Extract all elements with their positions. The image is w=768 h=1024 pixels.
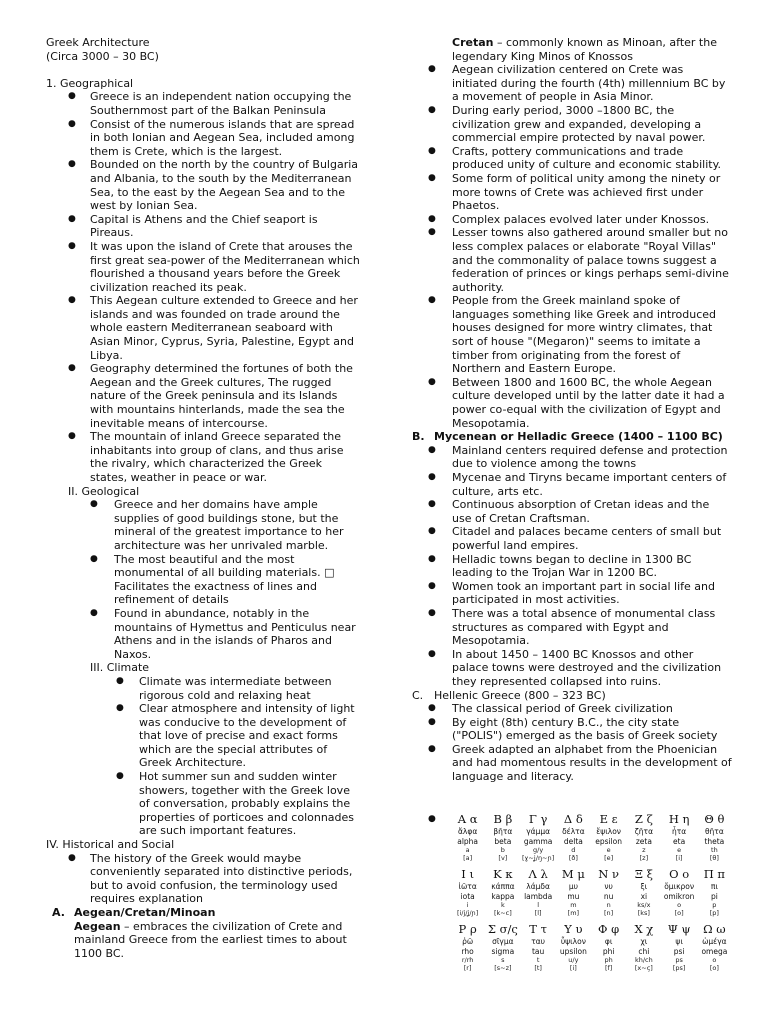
alphabet-letter-pair: Ζ ζ (634, 812, 653, 826)
alphabet-letter-pair: Δ δ (563, 812, 583, 826)
alphabet-latin-name: psi (673, 946, 685, 956)
alphabet-transliteration: i (466, 901, 469, 909)
list-item (412, 63, 732, 104)
section-aegean-heading (46, 906, 362, 920)
list-item (412, 226, 732, 294)
alphabet-pronunciation: [i] (675, 854, 683, 862)
alphabet-transliteration: p (712, 901, 717, 909)
alphabet-transliteration: r/rh (461, 956, 474, 964)
doc-title: Greek Architecture (46, 36, 150, 49)
alphabet-latin-name: lambda (524, 891, 553, 901)
list-item (46, 770, 362, 838)
bullet-icon: ● (428, 376, 436, 387)
bullet-icon: ● (68, 91, 76, 102)
alphabet-pronunciation: [v] (498, 854, 508, 862)
alphabet-greek-name: ἰῶτα (458, 882, 477, 891)
alphabet-latin-name: xi (640, 891, 648, 901)
bullet-icon: ● (428, 472, 436, 482)
list-item (46, 553, 362, 607)
bullet-icon: ● (68, 852, 76, 863)
list-item-text: Greece and her domains have ample supplies of good buildings stone, but the mineral of the greatest importance to her architecture was her unrivaled marble. (114, 498, 344, 552)
cretan-definition (412, 36, 732, 63)
bullet-icon: ● (68, 159, 76, 170)
bullet-icon: ● (428, 172, 436, 183)
bullet-icon: ● (428, 64, 436, 75)
alphabet-pronunciation: [e] (604, 854, 614, 862)
cretan-list (412, 63, 732, 430)
section-title: Hellenic Greece (800 – 323 BC) (434, 688, 606, 702)
list-item (46, 607, 362, 661)
list-item-text: There was a total absence of monumental class structures as compared with Egypt and Mesopotamia. (452, 606, 716, 648)
alphabet-transliteration: n (606, 901, 611, 909)
list-item-text: Clear atmosphere and intensity of light was conducive to the development of that love of precise and exact forms which are the special attributes of Greek Architecture. (139, 702, 355, 770)
alphabet-greek-name: κάππα (491, 882, 515, 891)
geographical-list (46, 90, 362, 484)
list-item-text: Crafts, pottery communications and trade produced unity of culture and economic stability. (452, 144, 722, 172)
alphabet-transliteration: ph (604, 956, 613, 964)
list-item (46, 240, 362, 294)
list-item (412, 294, 732, 376)
climate-list (46, 675, 362, 838)
alphabet-letter-pair: Η η (668, 812, 690, 826)
alphabet-row (450, 867, 732, 918)
list-item-text: The classical period of Greek civilization (452, 702, 673, 716)
definition-text: – embraces the civilization of Crete and mainland Greece from the earliest times to about 1100 BC. (74, 919, 347, 960)
list-item (46, 430, 362, 484)
list-item-text: Geography determined the fortunes of both the Aegean and the Greek cultures, The rugged nature of the Greek peninsula and its Islands with mountains hinterlands, made the sea the inevitable means of intercourse. (90, 362, 353, 430)
alphabet-pronunciation: [ks] (637, 909, 650, 917)
alphabet-latin-name: iota (460, 891, 475, 901)
mycenean-list (412, 444, 732, 689)
alphabet-latin-name-line (450, 892, 732, 902)
alphabet-letter-pair: Α α (457, 812, 478, 826)
section-mycenean-heading (412, 430, 732, 444)
alphabet-greek-name: θῆτα (704, 827, 724, 836)
alphabet-transliteration: th (711, 846, 718, 854)
list-item (412, 648, 732, 689)
list-item-text: Lesser towns also gathered around smaller but no less complex palaces or elaborate "Royal Villas" and the commonality of palace towns suggest a federation of princes or kings perhaps semi-divine authority. (452, 226, 729, 294)
list-item (46, 498, 362, 552)
right-column (412, 36, 732, 784)
alphabet-latin-name: delta (563, 836, 583, 846)
alphabet-transliteration: b (500, 846, 505, 854)
list-item (412, 607, 732, 648)
bullet-icon: ● (116, 703, 124, 714)
list-item (412, 580, 732, 607)
alphabet-greek-name: μυ (568, 882, 578, 891)
alphabet-pronunciation: [ɣ~ʝ/ŋ~ɲ] (522, 854, 555, 862)
list-item (412, 376, 732, 430)
alphabet-latin-name: alpha (457, 836, 479, 846)
alphabet-pronunciation: [ps] (672, 964, 686, 972)
list-item (412, 104, 732, 145)
alphabet-transliteration: z (642, 846, 646, 854)
list-item (412, 702, 732, 716)
section-title: Mycenean or Helladic Greece (1400 – 1100 BC) (434, 430, 723, 444)
alphabet-latin-name: nu (603, 891, 614, 901)
alphabet-transliteration: u/y (568, 956, 579, 964)
list-item-text: Consist of the numerous islands that are spread in both Ionian and Aegean Sea, included among them is Crete, which is the largest. (90, 117, 355, 158)
list-item (412, 553, 732, 580)
bullet-icon: ● (428, 213, 436, 224)
bullet-icon: ● (68, 213, 76, 224)
bullet-icon: ● (428, 607, 436, 618)
alphabet-latin-name: kappa (491, 891, 515, 901)
list-item-text: Helladic towns began to decline in 1300 BC leading to the Trojan War in 1200 BC. (452, 552, 692, 580)
alphabet-letter-pair: Ρ ρ (458, 922, 477, 936)
alphabet-greek-name: ὠμέγα (702, 937, 727, 946)
term: Aegean (74, 919, 121, 933)
alphabet-greek-name: χι (640, 937, 648, 946)
alphabet-letter-pair: Ν ν (598, 867, 619, 881)
list-item-text: This Aegean culture extended to Greece and her islands and was founded on trade around the whole eastern Mediterranean seaboard with Asian Minor, Cyprus, Syria, Palestine, Egypt and Libya. (90, 294, 358, 362)
alphabet-pronunciation: [o] (674, 909, 684, 917)
alphabet-letter-pair: Μ μ (561, 867, 585, 881)
alphabet-pronunciation: [f] (604, 964, 613, 972)
alphabet-letter-pair: Λ λ (528, 867, 548, 881)
alphabet-latin-name: gamma (523, 836, 553, 846)
section-label: B. (412, 430, 425, 444)
alphabet-pronunciation: [o] (709, 964, 719, 972)
alphabet-transliteration-line (450, 846, 732, 854)
bullet-icon: ● (428, 648, 436, 659)
list-item-text: By eight (8th) century B.C., the city state ("POLIS") emerged as the basis of Greek society (452, 715, 718, 743)
bullet-icon: ● (428, 145, 436, 156)
list-item-text: Found in abundance, notably in the mountains of Hymettus and Penticulus near Athens and in the islands of Pharos and Naxos. (114, 606, 356, 661)
doc-period: (Circa 3000 – 30 BC) (46, 49, 159, 63)
section-climate-heading: III. Climate (90, 661, 150, 675)
alphabet-latin-name: omikron (663, 891, 695, 901)
section-geological-heading: II. Geological (68, 484, 140, 498)
alphabet-greek-name: ἦτα (672, 827, 687, 836)
list-item-text: Continuous absorption of Cretan ideas and the use of Cretan Craftsman. (452, 498, 710, 525)
bullet-icon: ● (428, 227, 436, 238)
alphabet-pronunciation: [θ] (709, 854, 719, 862)
alphabet-letter-pair: Ω ω (703, 922, 726, 936)
alphabet-transliteration: o (677, 901, 682, 909)
alphabet-pronunciation: [x~ç] (634, 964, 653, 972)
list-item-text: It was upon the island of Crete that arouses the first great sea-power of the Mediterranean which flourished a thousand years before the Greek civilization reached its peak. (90, 239, 360, 294)
bullet-icon: ● (68, 118, 76, 129)
list-item (46, 675, 362, 702)
alphabet-greek-name: ἄλφα (457, 827, 478, 836)
alphabet-latin-name: eta (673, 836, 686, 846)
bullet-icon: ● (428, 553, 436, 564)
alphabet-pronunciation-line (450, 854, 732, 863)
alphabet-letter-pair: Σ σ/ς (487, 922, 518, 936)
list-item-text: Mycenae and Tiryns became important centers of culture, arts etc. (452, 471, 727, 498)
alphabet-latin-name-line (450, 837, 732, 847)
alphabet-letter-pair: Ξ ξ (634, 867, 653, 881)
alphabet-latin-name: zeta (635, 836, 652, 846)
list-item (46, 90, 362, 117)
alphabet-greek-name-line (450, 937, 732, 947)
list-item (412, 716, 732, 743)
list-item (412, 743, 732, 784)
alphabet-greek-name-line (450, 882, 732, 892)
alphabet-letter-pair: Φ φ (598, 922, 620, 936)
alphabet-transliteration: kh/ch (634, 956, 653, 964)
list-item (412, 172, 732, 213)
alphabet-transliteration: t (536, 956, 540, 964)
alphabet-latin-name: pi (710, 891, 718, 901)
list-item-text: People from the Greek mainland spoke of languages something like Greek and introduced houses designed for more wintry climates, that sort of house "(Megaron)" seems to imitate a timber from originating from the forest of Northern and Eastern Europe. (452, 294, 717, 376)
alphabet-transliteration: g/y (533, 846, 544, 854)
bullet-icon: ● (428, 104, 436, 115)
alphabet-latin-name: epsilon (595, 836, 623, 846)
list-item (46, 852, 362, 906)
alphabet-pronunciation: [n] (604, 909, 614, 917)
alphabet-letter-pair-line (450, 867, 732, 882)
alphabet-letter-pair: Ε ε (599, 812, 618, 826)
list-item (46, 702, 362, 770)
alphabet-transliteration: s (501, 956, 505, 964)
bullet-icon: ● (68, 363, 76, 374)
list-item (412, 525, 732, 552)
alphabet-pronunciation: [ð] (568, 854, 578, 862)
geological-list (46, 498, 362, 661)
alphabet-transliteration: e (677, 846, 682, 854)
alphabet-pronunciation-line (450, 909, 732, 918)
list-item (412, 471, 732, 498)
alphabet-latin-name: theta (704, 836, 725, 846)
alphabet-greek-name: ἔψιλον (596, 827, 621, 836)
bullet-icon: ● (428, 526, 436, 537)
term: Cretan (452, 36, 494, 49)
alphabet-transliteration: d (571, 846, 576, 854)
alphabet-pronunciation: [i] (569, 964, 577, 972)
alphabet-pronunciation: [r] (463, 964, 472, 972)
alphabet-pronunciation: [k~c] (493, 909, 512, 917)
alphabet-transliteration: m (570, 901, 577, 909)
bullet-icon: ● (428, 743, 436, 754)
alphabet-letter-pair: Θ θ (704, 812, 725, 826)
alphabet-latin-name: upsilon (559, 946, 587, 956)
alphabet-transliteration: k (500, 901, 505, 909)
alphabet-letter-pair-line (450, 812, 732, 827)
alphabet-greek-name: ζῆτα (634, 827, 654, 836)
alphabet-transliteration: e (606, 846, 611, 854)
alphabet-transliteration: l (537, 901, 540, 909)
historical-list (46, 852, 362, 906)
alphabet-greek-name: ξι (640, 882, 648, 891)
alphabet-transliteration-line (450, 901, 732, 909)
alphabet-transliteration-line (450, 956, 732, 964)
list-item (46, 158, 362, 212)
list-item-text: During early period, 3000 –1800 BC, the civilization grew and expanded, developing a commercial empire protected by naval power. (452, 103, 706, 145)
bullet-icon: ● (90, 607, 98, 618)
section-hellenic-heading (412, 689, 732, 703)
alphabet-greek-name: λάμδα (526, 882, 550, 891)
alphabet-transliteration: ps (675, 956, 683, 964)
alphabet-transliteration: ks/x (637, 901, 651, 909)
alphabet-letter-pair: Κ κ (493, 867, 513, 881)
section-historical-heading: IV. Historical and Social (46, 838, 175, 852)
bullet-icon: ● (428, 444, 436, 455)
alphabet-transliteration: o (712, 956, 717, 964)
list-item (412, 213, 732, 227)
alphabet-pronunciation: [p] (709, 909, 719, 917)
alphabet-greek-name: σῖγμα (492, 937, 514, 946)
list-item-text: The most beautiful and the most monumental of all building materials. □ Facilitates the exactness of lines and refinement of details (114, 552, 335, 607)
alphabet-letter-pair: Ψ ψ (667, 922, 691, 936)
list-item-text: The mountain of inland Greece separated the inhabitants into group of clans, and thus arise the rivalry, which characterized the Greek states, weather in peace or war. (90, 430, 344, 484)
list-item (412, 145, 732, 172)
alphabet-latin-name: beta (494, 836, 512, 846)
list-item-text: Greece is an independent nation occupying the Southernmost part of the Balkan Peninsula (90, 90, 352, 117)
alphabet-latin-name: chi (638, 946, 650, 956)
list-item (412, 444, 732, 471)
section-geographical-heading: 1. Geographical (46, 76, 134, 90)
alphabet-pronunciation: [t] (534, 964, 542, 972)
alphabet-letter-pair: Ι ι (461, 867, 474, 881)
aegean-definition (46, 920, 362, 961)
alphabet-greek-name: ὄμικρον (664, 882, 695, 891)
alphabet-latin-name: sigma (491, 946, 515, 956)
bullet-icon: ● (428, 499, 436, 510)
bullet-icon: ● (68, 431, 76, 442)
bullet-icon: ● (90, 499, 98, 510)
list-item-text: The history of the Greek would maybe conveniently separated into distinctive periods, but to avoid confusion, the terminology used requires explanation (90, 851, 353, 906)
list-item (46, 118, 362, 159)
bullet-icon: ● (428, 814, 436, 824)
left-column (46, 36, 362, 960)
alphabet-letter-pair: Π π (703, 867, 725, 881)
section-title: Aegean/Cretan/Minoan (74, 906, 216, 919)
list-item (412, 498, 732, 525)
alphabet-pronunciation: [m] (567, 909, 580, 917)
alphabet-greek-name: δέλτα (562, 827, 585, 836)
bullet-icon: ● (428, 580, 436, 591)
alphabet-row (450, 922, 732, 973)
alphabet-greek-name: ταυ (531, 937, 546, 946)
alphabet-letter-pair: Β β (493, 812, 513, 826)
list-item-text: Citadel and palaces became centers of small but powerful land empires. (452, 525, 722, 552)
section-label: C. (412, 688, 424, 702)
spacer (46, 63, 362, 77)
greek-alphabet-table (450, 812, 732, 977)
alphabet-greek-name: νυ (604, 882, 613, 891)
alphabet-transliteration: a (465, 846, 470, 854)
hellenic-list (412, 702, 732, 784)
list-item (46, 213, 362, 240)
section-label: A. (52, 906, 65, 919)
alphabet-greek-name: βῆτα (493, 827, 513, 836)
alphabet-greek-name: ὖψιλον (560, 937, 586, 946)
list-item-text: Capital is Athens and the Chief seaport is Pireaus. (90, 212, 318, 240)
list-item-text: In about 1450 – 1400 BC Knossos and other palace towns were destroyed and the civilization they represented collapsed into ruins. (452, 647, 722, 688)
alphabet-pronunciation: [i/j/ʝ/ɲ] (456, 909, 479, 917)
list-item-text: Hot summer sun and sudden winter showers, together with the Greek love of conversation, probably explains the properties of porticoes and colonnades are such important features. (139, 770, 355, 838)
alphabet-latin-name: rho (461, 946, 474, 956)
alphabet-letter-pair: Τ τ (529, 922, 547, 936)
list-item-text: Bounded on the north by the country of Bulgaria and Albania, to the south by the Mediterranean Sea, to the east by the Aegean Sea and to the west by Ionian Sea. (90, 158, 359, 213)
alphabet-letter-pair: Γ γ (528, 812, 548, 826)
alphabet-latin-name: mu (567, 891, 580, 901)
list-item-text: Greek adapted an alphabet from the Phoenician and had momentous results in the development of language and literacy. (452, 742, 732, 784)
alphabet-pronunciation: [l] (534, 909, 542, 917)
alphabet-pronunciation: [a] (463, 854, 473, 862)
alphabet-latin-name: tau (531, 946, 545, 956)
list-item (46, 362, 362, 430)
alphabet-greek-name: ῥῶ (462, 937, 474, 946)
bullet-icon: ● (68, 240, 76, 251)
list-item (46, 294, 362, 362)
alphabet-greek-name: πι (710, 882, 718, 891)
bullet-icon: ● (68, 295, 76, 306)
alphabet-greek-name: ψι (675, 937, 683, 946)
bullet-icon: ● (428, 295, 436, 306)
list-item-text: Aegean civilization centered on Crete was initiated during the fourth (4th) millennium BC by a movement of people in Asia Minor. (452, 63, 726, 104)
alphabet-letter-pair: Υ υ (564, 922, 583, 936)
alphabet-greek-name: γάμμα (526, 827, 551, 836)
bullet-icon: ● (90, 553, 98, 564)
alphabet-letter-pair: Χ χ (634, 922, 654, 936)
list-item-text: Climate was intermediate between rigorous cold and relaxing heat (139, 674, 332, 702)
alphabet-greek-name: φι (604, 937, 613, 946)
alphabet-latin-name: omega (701, 946, 728, 956)
alphabet-pronunciation: [s~z] (494, 964, 512, 972)
bullet-icon: ● (116, 771, 124, 782)
list-item-text: Women took an important part in social life and participated in most activities. (452, 579, 715, 607)
bullet-icon: ● (428, 703, 436, 714)
list-item-text: Mainland centers required defense and protection due to violence among the towns (452, 443, 728, 471)
definition-text: – commonly known as Minoan, after the legendary King Minos of Knossos (452, 36, 717, 63)
alphabet-latin-name-line (450, 947, 732, 957)
alphabet-letter-pair-line (450, 922, 732, 937)
alphabet-latin-name: phi (602, 946, 615, 956)
alphabet-letter-pair: Ο ο (669, 867, 690, 881)
alphabet-pronunciation: [z] (639, 854, 649, 862)
list-item-text: Some form of political unity among the ninety or more towns of Crete was achieved first under Phaetos. (452, 171, 721, 213)
list-item-text: Complex palaces evolved later under Knossos. (452, 212, 710, 226)
alphabet-greek-name-line (450, 827, 732, 837)
bullet-icon: ● (428, 716, 436, 727)
alphabet-row (450, 812, 732, 863)
list-item-text: Between 1800 and 1600 BC, the whole Aegean culture developed until by the latter date it had a power co-equal with the civilization of Egypt and Mesopotamia. (452, 375, 725, 430)
alphabet-pronunciation-line (450, 964, 732, 973)
bullet-icon: ● (116, 675, 124, 686)
